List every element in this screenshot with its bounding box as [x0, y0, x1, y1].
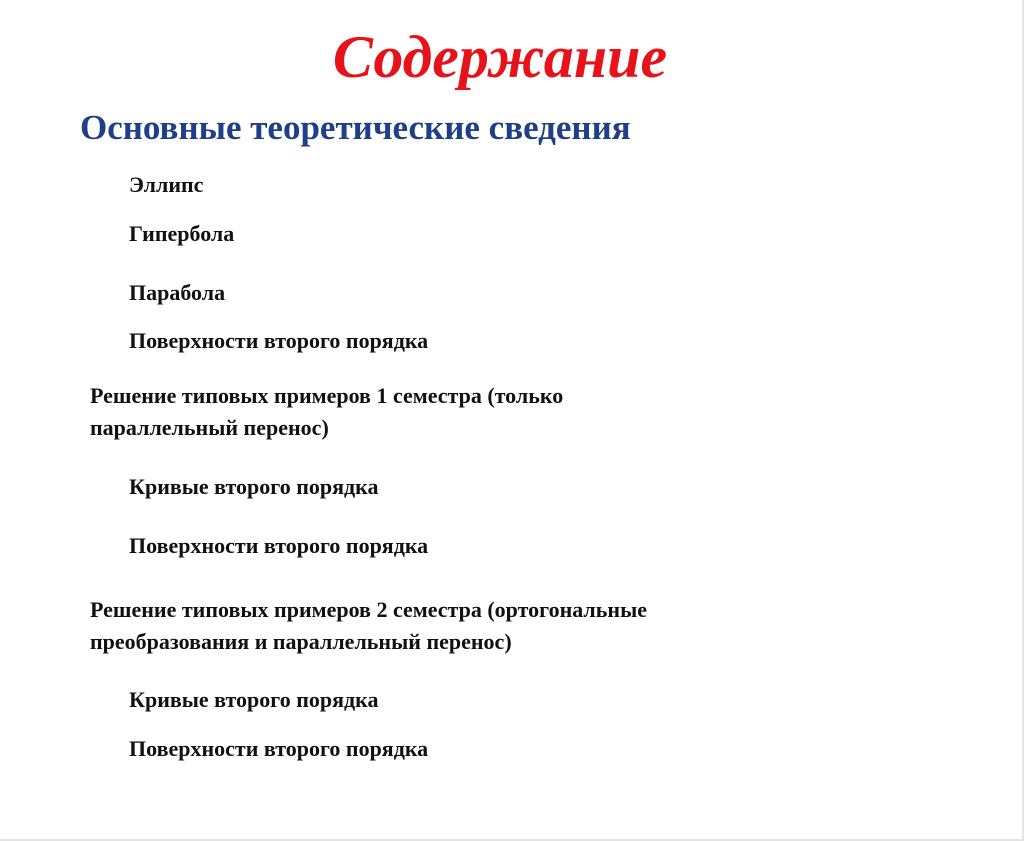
list-item-surfaces-1: Поверхности второго порядка	[129, 328, 429, 353]
section-heading-semester-1-line-2: параллельный перенос)	[90, 415, 329, 440]
section-heading-semester-1	[90, 380, 830, 444]
list-item-surfaces-3: Поверхности второго порядка	[129, 736, 429, 761]
list-item-hyperbola: Гипербола	[129, 221, 235, 246]
list-item-curves-2: Кривые второго порядка	[129, 687, 379, 712]
list-item-curves-1: Кривые второго порядка	[129, 474, 379, 499]
list-item-parabola: Парабола	[129, 280, 226, 305]
list-item-ellipse: Эллипс	[129, 172, 204, 197]
section-heading-semester-2-line-1: Решение типовых примеров 2 семестра (ортогональные	[90, 597, 648, 622]
slide-title: Содержание	[332, 24, 668, 90]
list-item-surfaces-2: Поверхности второго порядка	[129, 533, 429, 558]
section-heading-semester-2	[90, 594, 830, 658]
section-heading-semester-2-line-2: преобразования и параллельный перенос)	[90, 629, 512, 654]
section-heading-theory: Основные теоретические сведения	[80, 108, 631, 147]
section-heading-semester-1-line-1: Решение типовых примеров 1 семестра (только	[90, 383, 564, 408]
